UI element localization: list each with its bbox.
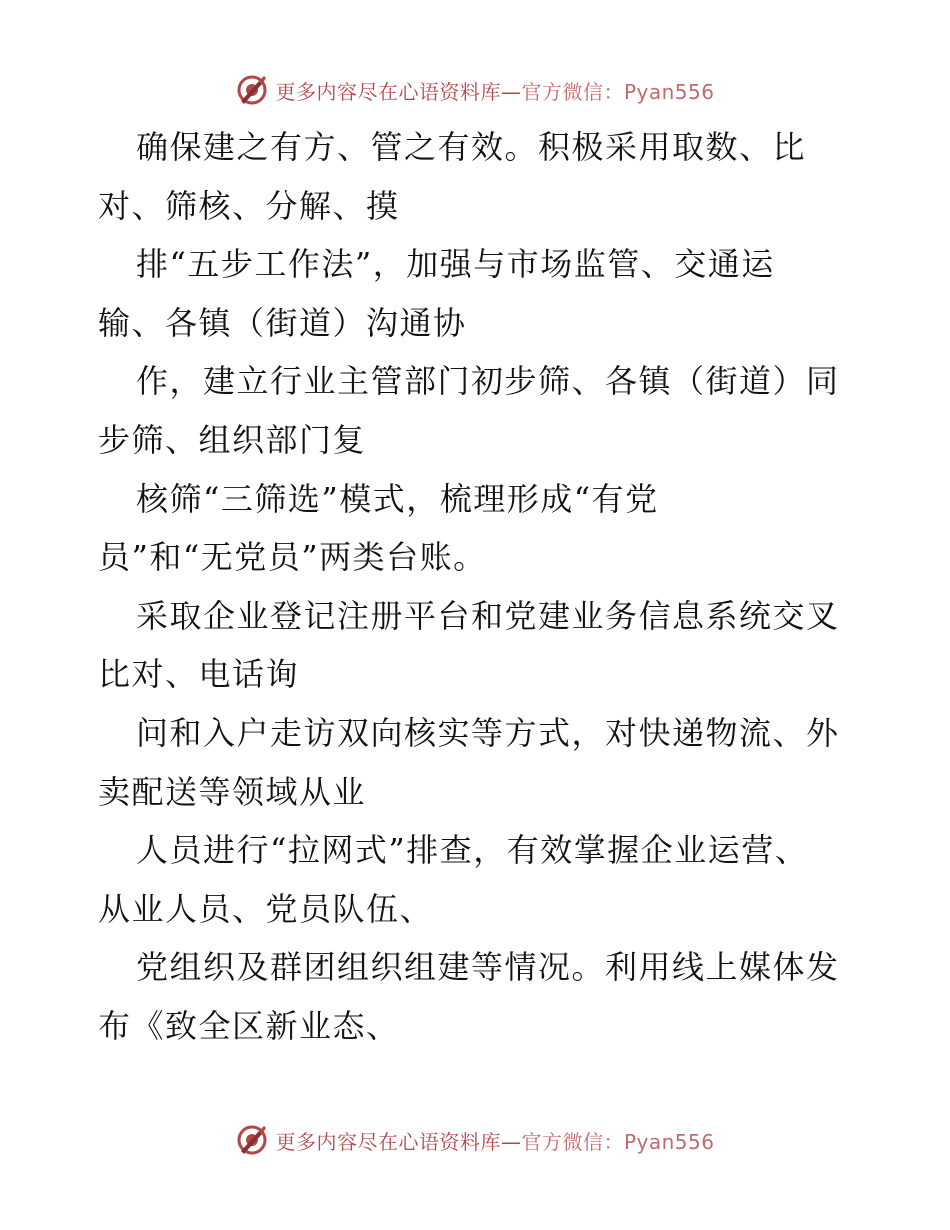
- body-line: 步筛、组织部门复: [98, 420, 367, 459]
- watermark-text: [275, 76, 714, 105]
- watermark-separator: —: [500, 1129, 522, 1154]
- watermark-main: 更多内容尽在心语资料库: [275, 1129, 501, 1154]
- body-line: 对、筛核、分解、摸: [98, 186, 400, 225]
- document-body: [98, 118, 868, 1056]
- body-line: 排“五步工作法”，加强与市场监管、交通运: [136, 245, 775, 284]
- body-line: 输、各镇（街道）沟通协: [98, 303, 467, 342]
- body-line: 比对、电话询: [98, 655, 300, 694]
- body-line: 确保建之有方、管之有效。积极采用取数、比: [136, 128, 807, 166]
- watermark-main: 更多内容尽在心语资料库: [275, 79, 501, 104]
- body-line: 采取企业登记注册平台和党建业务信息系统交叉: [136, 596, 840, 635]
- header-watermark: [0, 70, 950, 110]
- watermark-contact: 官方微信：Pyan556: [521, 79, 715, 104]
- body-line: 员”和“无党员”两类台账。: [98, 538, 487, 577]
- footer-watermark: [0, 1120, 950, 1160]
- body-line: 布《致全区新业态、: [98, 1006, 400, 1045]
- watermark-separator: —: [500, 79, 522, 104]
- body-line: 作，建立行业主管部门初步筛、各镇（街道）同: [136, 362, 840, 401]
- watermark-contact: 官方微信：Pyan556: [521, 1129, 715, 1154]
- body-line: 人员进行“拉网式”排查，有效掌握企业运营、: [136, 831, 809, 870]
- body-line: 党组织及群团组织组建等情况。利用线上媒体发: [136, 948, 840, 987]
- body-line: 问和入户走访双向核实等方式，对快递物流、外: [136, 713, 840, 752]
- pen-logo-icon: [235, 73, 269, 107]
- body-line: 卖配送等领域从业: [98, 772, 367, 811]
- pen-logo-icon: [235, 1123, 269, 1157]
- body-line: 核筛“三筛选”模式，梳理形成“有党: [136, 479, 659, 518]
- body-line: 从业人员、党员队伍、: [98, 889, 434, 928]
- watermark-text: [275, 1126, 714, 1155]
